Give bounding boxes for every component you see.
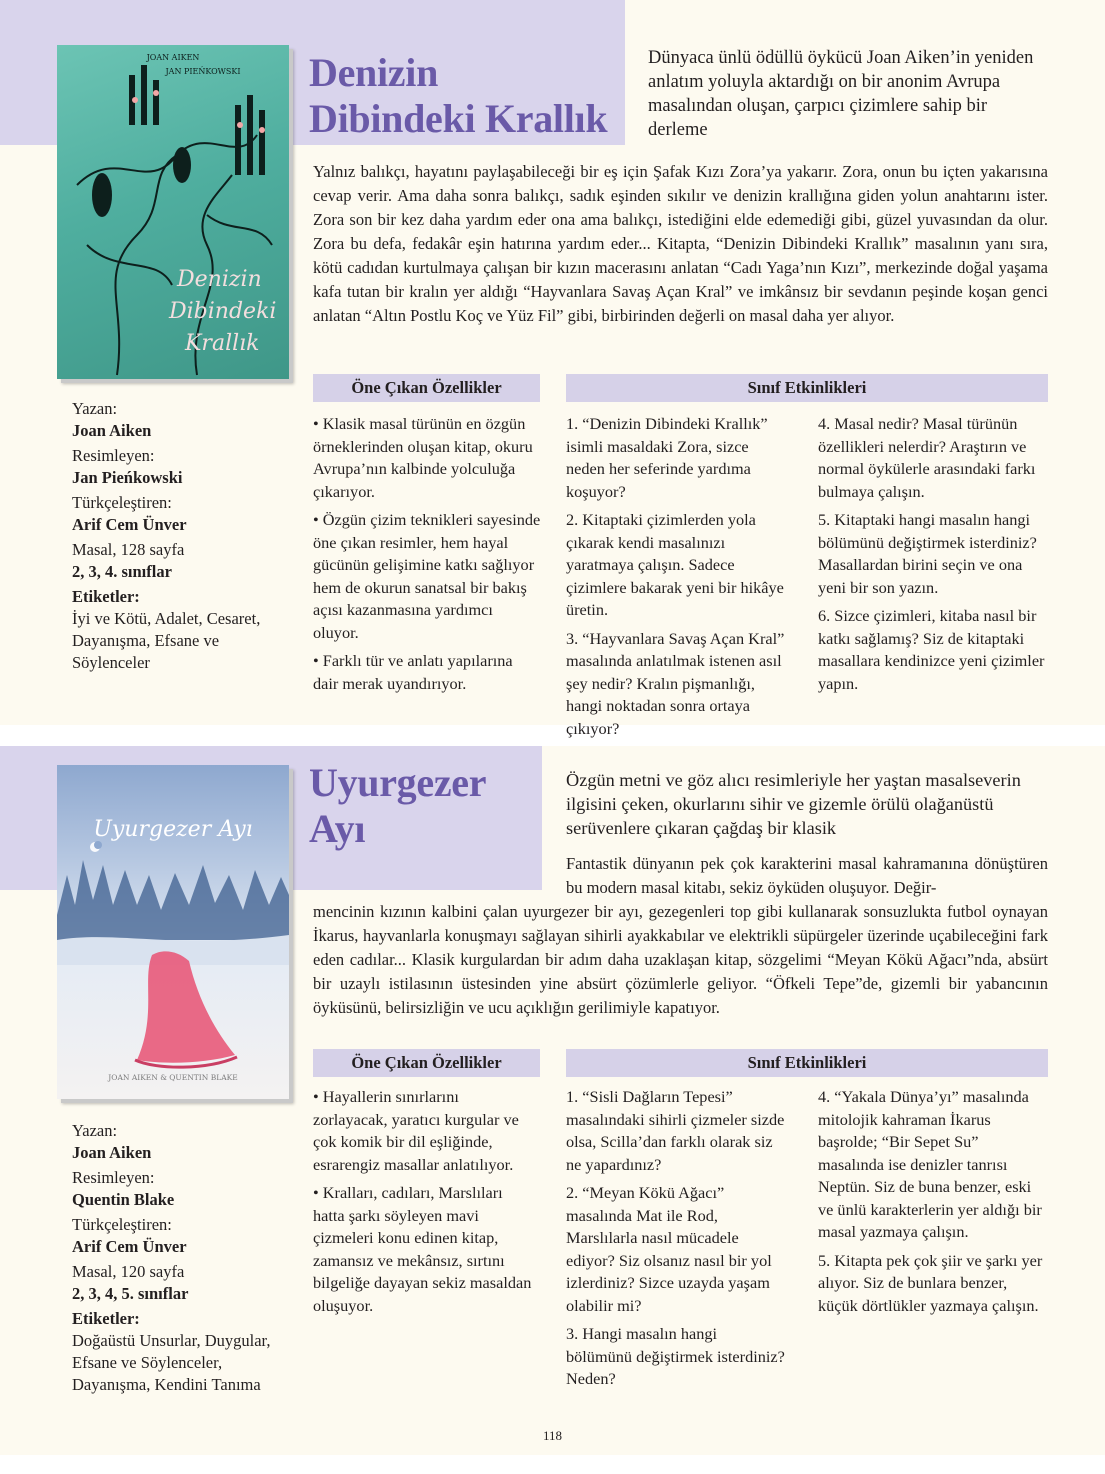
author-label: Yazan:	[72, 1121, 118, 1140]
cover-author-1: JOAN AIKEN	[146, 53, 200, 62]
book-body-2: mencinin kızının kalbini çalan uyurgezer bir ayı, gezegenleri top gibi kullanarak sonsuzlukta futbol oynayan İkarus, hayvanlarla konuşmayı sağlayan sihirli ayakkabılar ve elektrikli süpürgeler üzerinde uçabileceğini fark eden cadılar... Klasik kurgulardan bir adım daha uzaklaşan kitap, sözgelimi “Meyan Kökü Ağacı”nda, absürt bir uzaylı istilasının üstesinden yine absürt çözümlerle geliyor. “Öfkeli Tepe”de, gizemli bir yabancının öyküsünü, belirsizliğin ve ucu açıklığın gerilimiyle kapatıyor.	[313, 902, 1048, 1017]
book-body-2-top: Fantastik dünyanın pek çok karakterini masal kahramanına dönüştüren bu modern masal kitabı, sekiz öyküden oluşuyor. Değir-	[566, 854, 1048, 897]
cover-authors-2: JOAN AIKEN & QUENTIN BLAKE	[108, 1073, 238, 1082]
cover-title-line2: Dibindeki	[169, 299, 277, 324]
tags: İyi ve Kötü, Adalet, Cesaret, Dayanışma, Efsane ve Söylenceler	[72, 609, 261, 672]
book-cover-1	[57, 45, 289, 379]
activity-item: 1. “Sisli Dağların Tepesi” masalındaki sihirli çizmeler sizde olsa, Scilla’dan farklı olarak siz ne yapardınız?	[566, 1087, 785, 1174]
activity-item: 6. Sizce çizimleri, kitaba nasıl bir katkı sağlamış? Siz de kitaptaki masallara kendinizce yeni çizimler yapın.	[818, 606, 1045, 693]
translator-label: Türkçeleştiren:	[72, 1215, 172, 1234]
features-header-2: Öne Çıkan Özellikler	[313, 1049, 540, 1077]
activity-item: 3. “Hayvanlara Savaş Açan Kral” masalında anlatılmak istenen asıl şey nedir? Kralın pişmanlığı, hangi noktadan sonra ortaya çıkıyor?	[566, 628, 785, 738]
genre-pages: Masal, 128 sayfa	[72, 540, 185, 559]
features-header-1: Öne Çıkan Özellikler	[313, 374, 540, 402]
tags-label: Etiketler:	[72, 1309, 140, 1328]
book-meta-1	[72, 398, 287, 674]
illustrator-label: Resimleyen:	[72, 446, 155, 465]
translator-label: Türkçeleştiren:	[72, 493, 172, 512]
tags: Doğaüstü Unsurlar, Duygular, Efsane ve Söylenceler, Dayanışma, Kendini Tanıma	[72, 1331, 271, 1394]
genre-pages: Masal, 120 sayfa	[72, 1262, 185, 1281]
activity-item: 5. Kitapta pek çok şiir ve şarkı yer alıyor. Siz de bunlara benzer, küçük dörtlükler yazmaya çalışın.	[818, 1250, 1043, 1315]
activity-item: 3. Hangi masalın hangi bölümünü değiştirmek isterdiniz? Neden?	[566, 1324, 785, 1388]
book-intro-2: Özgün metni ve göz alıcı resimleriyle her yaştan masalseverin ilgisini çeken, okurlarını sihir ve gizemle örülü olağanüstü serüvenlere çıkaran çağdaş bir klasik	[566, 770, 1021, 838]
activities-right-2	[818, 1086, 1046, 1323]
activities-left-2	[566, 1086, 786, 1397]
cover-title-line3: Krallık	[185, 331, 260, 356]
cover-title-line1: Denizin	[177, 267, 262, 292]
book-title-1-line1: Denizin	[309, 50, 439, 95]
book-title-2-line2: Ayı	[309, 806, 366, 851]
activity-item: 4. “Yakala Dünya’yı” masalında mitolojik kahraman İkarus başrolde; “Bir Sepet Su” masalında ise denizler tanrısı Neptün. Siz de buna benzer, eski ve ünlü karakterlerin yer aldığı bir masal yazmaya çalışın.	[818, 1087, 1042, 1241]
cover-illustration	[57, 45, 289, 379]
feature-item: • Özgün çizim teknikleri sayesinde öne çıkan resimler, hem hayal gücünün gelişimine katkı sağlıyor hem de okurun sanatsal bir bakış açısı kazanmasına yardımcı oluyor.	[313, 510, 541, 642]
features-list-1	[313, 413, 541, 701]
book-meta-2	[72, 1120, 272, 1396]
illustrator-label: Resimleyen:	[72, 1168, 155, 1187]
book-cover-2	[57, 765, 289, 1099]
tags-label: Etiketler:	[72, 587, 140, 606]
activity-item: 4. Masal nedir? Masal türünün özellikleri nelerdir? Araştırın ve normal öykülerle arasındaki farkı bulmaya çalışın.	[818, 414, 1036, 501]
activities-right-1	[818, 413, 1046, 701]
feature-item: • Hayallerin sınırlarını zorlayacak, yaratıcı kurgular ve çok komik bir dil eşliğinde, esrarengiz masallar anlatılıyor.	[313, 1087, 519, 1174]
author-label: Yazan:	[72, 399, 118, 418]
book-title-2-line1: Uyurgezer	[309, 760, 487, 805]
book-body-1: Yalnız balıkçı, hayatını paylaşabileceği bir eş için Şafak Kızı Zora’ya yakarır. Zora, onun bu içten yakarısına cevap verir. Ama daha sonra balıkçı, sadık eşinden sıkılır ve denizin krallığına giden yolun anahtarını ister. Zora son bir kez daha yardım eder ona ama balıkçı, istediğini elde edemediği gibi, güzel yuvasından da olur. Zora bu defa, fedakâr eşin hatırına yardım eder... Kitapta, “Denizin Dibindeki Krallık” masalının yanı sıra, kötü cadıdan kurtulmaya çalışan bir kızın macerasını anlatan “Cadı Yaga’nın Kızı”, merkezinde doğal yaşama kafa tutan bir kralın yer aldığı “Hayvanlara Savaş Açan Kral” ve imkânsız bir sevdanın peşinde koşan genci anlatan “Altın Postlu Koç ve Yüz Fil” gibi, birbirinden değerli on masal daha yer alıyor.	[313, 162, 1048, 325]
illustrator-name: Quentin Blake	[72, 1190, 175, 1209]
features-list-2	[313, 1086, 535, 1323]
grades: 2, 3, 4. sınıflar	[72, 562, 172, 581]
book-intro-1: Dünyaca ünlü ödüllü öykücü Joan Aiken’in yeniden anlatım yoluyla aktardığı on bir anonim Avrupa masalından oluşan, çarpıcı çizimlere sahip bir derleme	[648, 48, 1034, 140]
book-title-1	[309, 50, 607, 142]
book-title-2	[309, 760, 486, 852]
book-title-1-line2: Dibindeki Krallık	[309, 96, 608, 141]
cover-illustrator-1: JAN PIEŃKOWSKI	[165, 67, 241, 76]
activity-item: 5. Kitaptaki hangi masalın hangi bölümünü değiştirmek isterdiniz? Masallardan birini seçin ve ona yeni bir son yazın.	[818, 510, 1037, 597]
activity-item: 2. Kitaptaki çizimlerden yola çıkarak kendi masalınızı yaratmaya çalışın. Sadece çizimlere bakarak yeni bir hikâye üretin.	[566, 510, 784, 619]
grades: 2, 3, 4, 5. sınıflar	[72, 1284, 189, 1303]
feature-item: • Kralları, cadıları, Marslıları hatta şarkı söyleyen mavi çizmeleri konu edinen kitap, zamansız ve mekânsız, sırtını bilgeliğe dayayan sekiz masaldan oluşuyor.	[313, 1183, 532, 1315]
cover-illustration	[57, 765, 289, 1099]
activities-header-2: Sınıf Etkinlikleri	[566, 1049, 1048, 1077]
author-name: Joan Aiken	[72, 1143, 152, 1162]
cover-title-2: Uyurgezer Ayı	[93, 817, 253, 842]
feature-item: • Farklı tür ve anlatı yapılarına dair merak uyandırıyor.	[313, 651, 513, 693]
translator-name: Arif Cem Ünver	[72, 1237, 187, 1256]
activity-item: 2. “Meyan Kökü Ağacı” masalında Mat ile Rod, Marslılarla nasıl mücadele ediyor? Siz olsanız nasıl bir yol izlerdiniz? Sizce uzayda yaşam olabilir mi?	[566, 1183, 772, 1315]
translator-name: Arif Cem Ünver	[72, 515, 187, 534]
feature-item: • Klasik masal türünün en özgün örneklerinden oluşan kitap, okuru Avrupa’nın kalbinde yolculuğa çıkarıyor.	[313, 414, 533, 501]
activity-item: 1. “Denizin Dibindeki Krallık” isimli masaldaki Zora, sizce neden her seferinde yardıma koşuyor?	[566, 414, 768, 501]
page-number: 118	[542, 1428, 563, 1443]
illustrator-name: Jan Pieńkowski	[72, 468, 183, 487]
book-section-2	[0, 746, 1105, 1455]
activities-left-1	[566, 413, 786, 746]
activities-header-1: Sınıf Etkinlikleri	[566, 374, 1048, 402]
author-name: Joan Aiken	[72, 421, 152, 440]
